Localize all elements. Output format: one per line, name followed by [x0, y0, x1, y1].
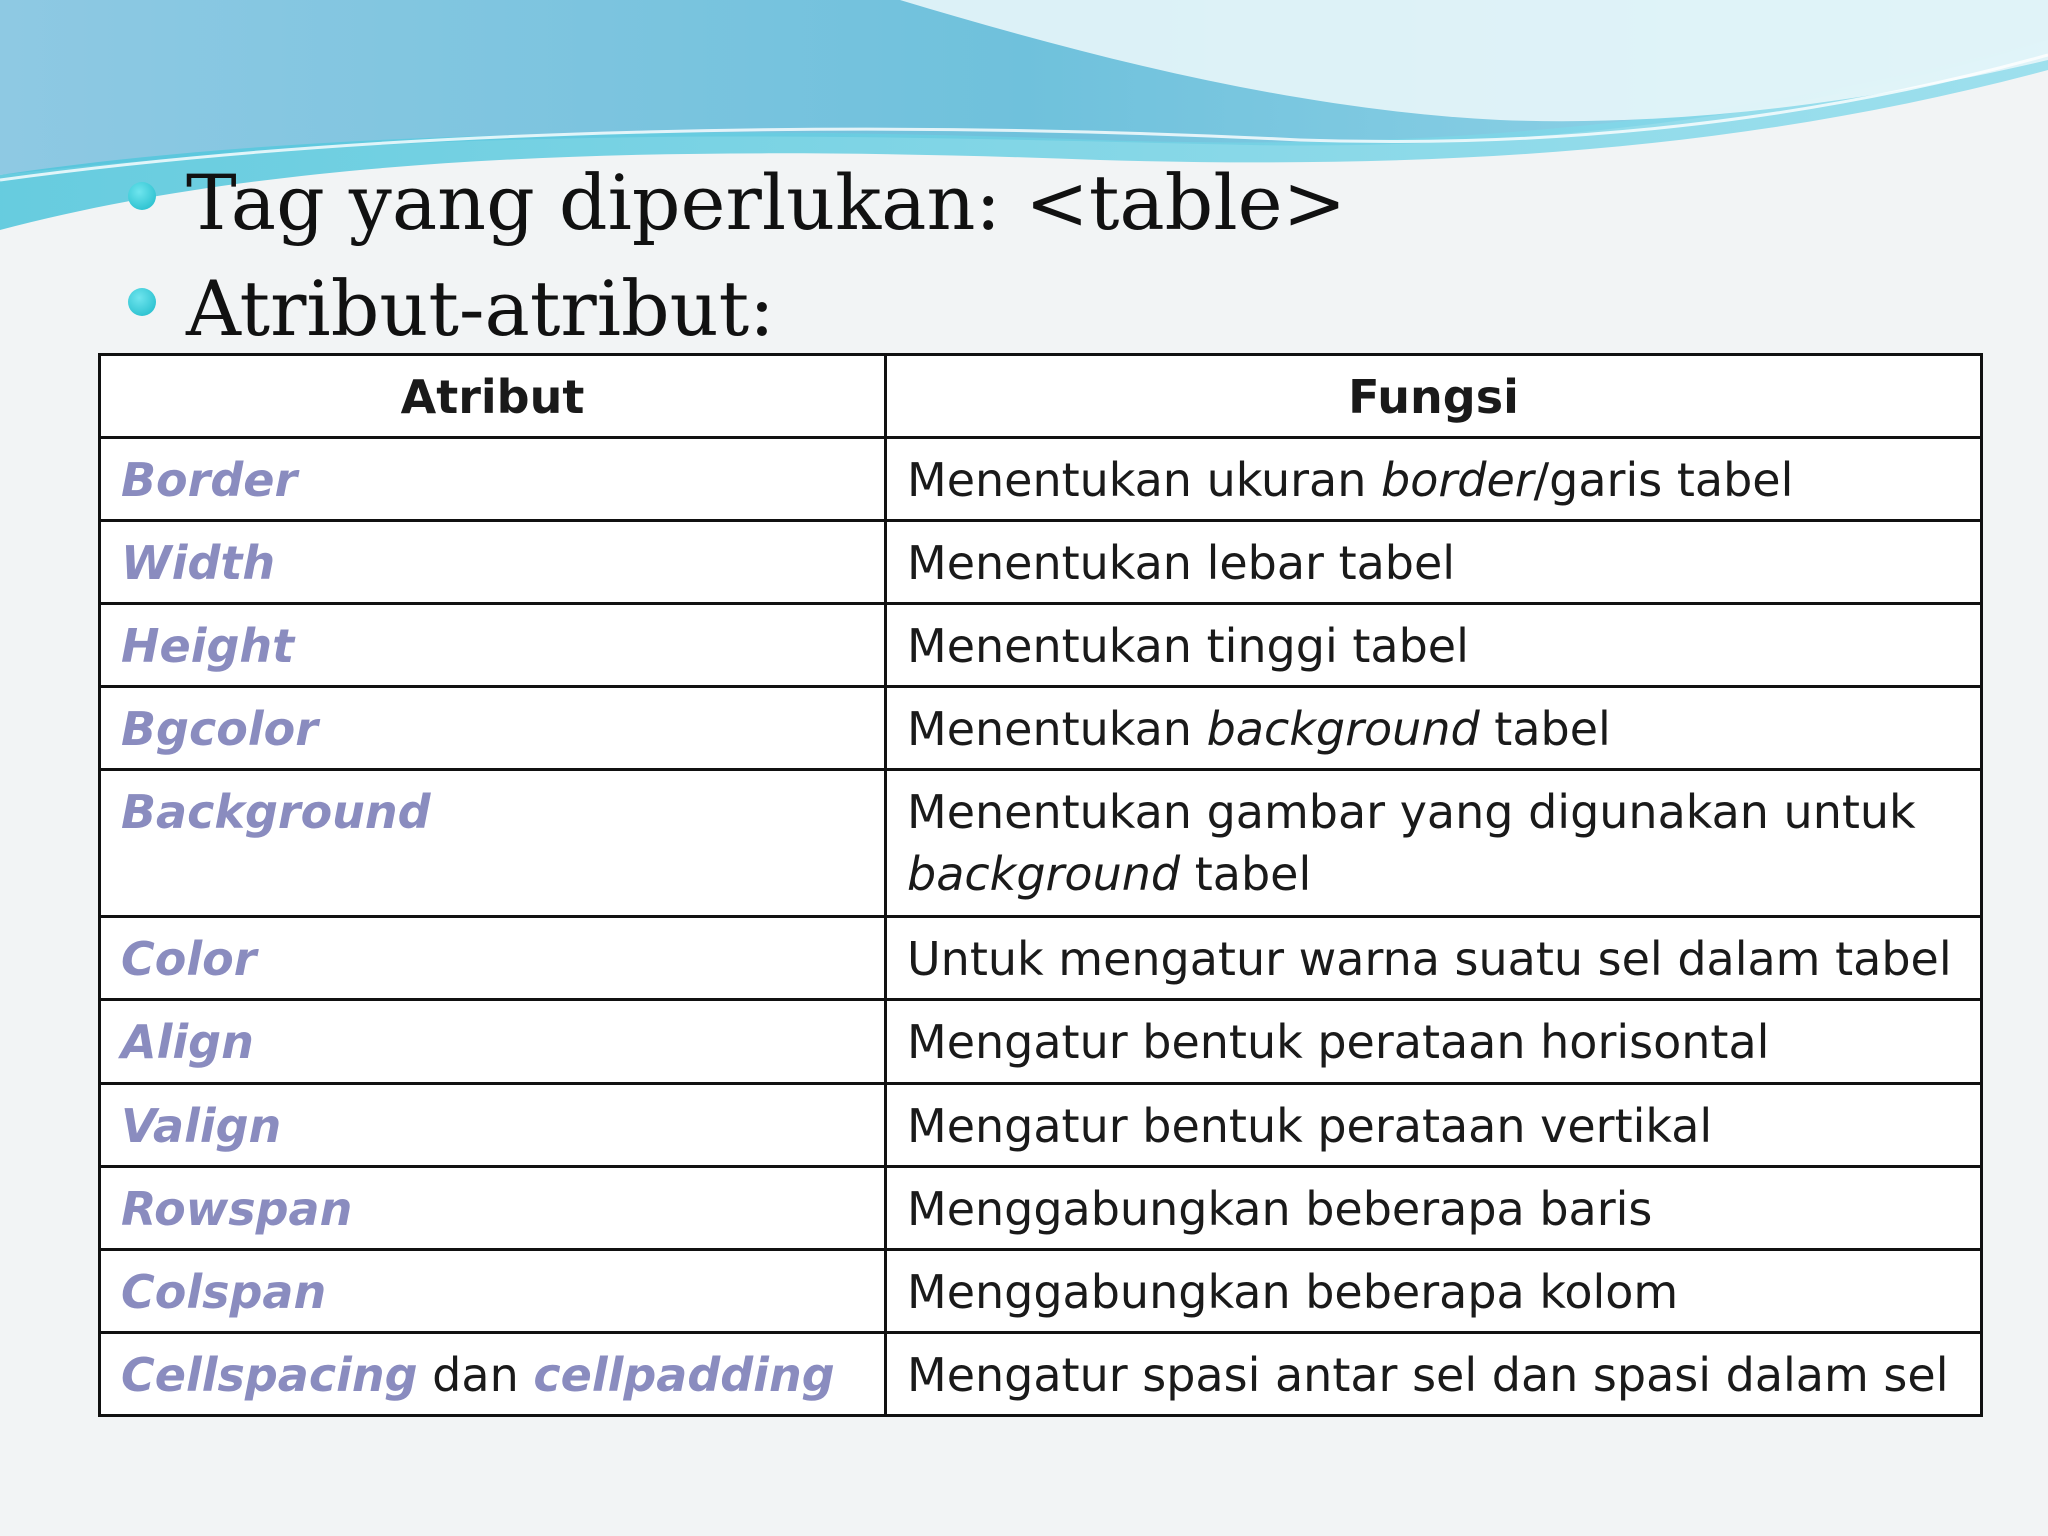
bullet-item — [128, 256, 1346, 362]
table-row — [100, 521, 1982, 604]
attribute-connector: dan — [417, 1347, 534, 1402]
table-header-row — [100, 355, 1982, 438]
header-fungsi: Fungsi — [886, 355, 1982, 438]
function-text: Menentukan ukuran — [907, 453, 1381, 507]
table-row — [100, 1083, 1982, 1166]
attribute-label: Bgcolor — [121, 702, 318, 757]
attribute-name — [100, 1166, 886, 1249]
attribute-label: Color — [121, 932, 257, 987]
attribute-function: Mengatur bentuk perataan vertikal — [886, 1083, 1982, 1166]
header-atribut: Atribut — [100, 355, 886, 438]
table-row — [100, 687, 1982, 770]
table-row — [100, 917, 1982, 1000]
attribute-label: Colspan — [121, 1264, 327, 1319]
table-row — [100, 438, 1982, 521]
table-row — [100, 604, 1982, 687]
bullet-item — [128, 150, 1346, 256]
attribute-table — [98, 353, 1983, 1417]
bullet-text: Tag yang diperlukan: <table> — [186, 158, 1347, 247]
attribute-name — [100, 604, 886, 687]
attribute-label: Rowspan — [121, 1181, 353, 1236]
attribute-label: Width — [121, 536, 276, 591]
table-row — [100, 1000, 1982, 1083]
bullet-dot-icon — [128, 288, 156, 316]
attribute-label: Valign — [121, 1098, 282, 1153]
function-text: /garis tabel — [1533, 453, 1794, 507]
bullet-text: Atribut-atribut: — [186, 264, 775, 353]
function-text: tabel — [1479, 702, 1611, 757]
attribute-name — [100, 1249, 886, 1332]
bullet-list — [128, 150, 1346, 362]
attribute-function — [886, 438, 1982, 521]
function-text: Menentukan gambar yang digunakan untuk — [907, 785, 1916, 840]
table-row — [100, 1249, 1982, 1332]
table-row — [100, 770, 1982, 917]
attribute-label: Align — [121, 1015, 254, 1070]
attribute-label: cellpadding — [533, 1347, 835, 1402]
attribute-function: Mengatur spasi antar sel dan spasi dalam sel — [886, 1332, 1982, 1415]
table-row — [100, 1332, 1982, 1415]
attribute-name — [100, 687, 886, 770]
attribute-function: Menentukan lebar tabel — [886, 521, 1982, 604]
function-text: tabel — [1180, 847, 1312, 902]
table-row — [100, 1166, 1982, 1249]
function-emphasis: border — [1381, 453, 1534, 507]
function-emphasis: background — [907, 847, 1181, 902]
attribute-label: Border — [121, 453, 298, 507]
attribute-label: Cellspacing — [121, 1347, 418, 1402]
attribute-label: Height — [121, 619, 295, 674]
attribute-label: Background — [121, 785, 431, 840]
attribute-function: Mengatur bentuk perataan horisontal — [886, 1000, 1982, 1083]
attribute-function — [886, 687, 1982, 770]
bullet-dot-icon — [128, 182, 156, 210]
attribute-name — [100, 521, 886, 604]
attribute-name — [100, 1332, 886, 1415]
attribute-name — [100, 917, 886, 1000]
function-emphasis: background — [1206, 702, 1480, 757]
attribute-function: Menggabungkan beberapa baris — [886, 1166, 1982, 1249]
attribute-function — [886, 770, 1982, 917]
attribute-function: Menentukan tinggi tabel — [886, 604, 1982, 687]
function-text: Menentukan — [907, 702, 1207, 757]
attribute-name — [100, 1083, 886, 1166]
attribute-function: Untuk mengatur warna suatu sel dalam tabel — [886, 917, 1982, 1000]
attribute-name — [100, 770, 886, 917]
attribute-name — [100, 1000, 886, 1083]
attribute-function: Menggabungkan beberapa kolom — [886, 1249, 1982, 1332]
attribute-name — [100, 438, 886, 521]
